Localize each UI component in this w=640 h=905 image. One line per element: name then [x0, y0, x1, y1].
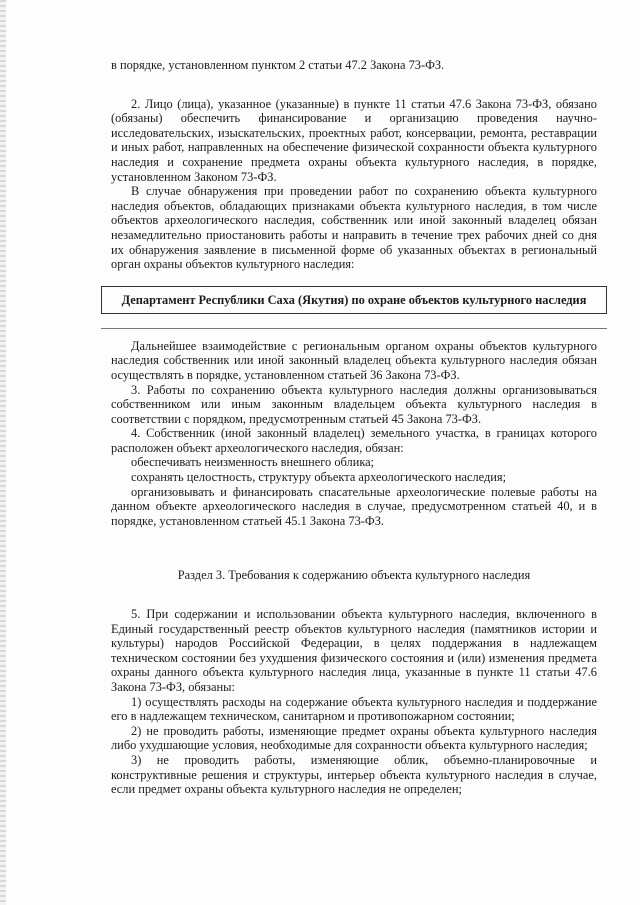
paragraph-5: 5. При содержании и использовании объекта культурного наследия, включенного в Единый государственный реестр объектов культурного наследия (памятников истории и культуры) народов Российской Федерации, в целях поддержания в надлежащем техническом состоянии без ухудшения физического состояния и (или) изменения предмета охраны данного объекта культурного наследия лица, указанные в пункте 11 статьи 47.6 Закона 73-ФЗ, обязаны: [111, 607, 597, 694]
list-item-2: 2) не проводить работы, изменяющие предмет охраны объекта культурного наследия либо ухудшающие условия, необходимые для сохранности объекта культурного наследия; [111, 723, 597, 753]
paragraph-3: 3. Работы по сохранению объекта культурного наследия должны организовываться собственником или иным законным владельцем объекта культурного наследия в соответствии с порядком, предусмотренным статьей 45 Закона 73-ФЗ. [111, 382, 597, 426]
list-item-integrity: сохранять целостность, структуру объекта археологического наследия; [131, 470, 507, 485]
top-line: в порядке, установленном пунктом 2 статьи 47.2 Закона 73-ФЗ. [111, 58, 445, 72]
list-item-excavation: организовывать и финансировать спасательные археологические полевые работы на данном объекте археологического наследия в случае, предусмотренном статьей 40, и в порядке, установленном статьей 45.1 Закона 73-ФЗ. [111, 484, 597, 528]
paragraph-interaction: Дальнейшее взаимодействие с региональным органом охраны объектов культурного наследия собственник или иной законный владелец объекта культурного наследия обязан осуществлять в порядке, установленном статьей 36 Закона 73-ФЗ. [111, 338, 597, 382]
list-item-1: 1) осуществлять расходы на содержание объекта культурного наследия и поддержание его в надлежащем техническом, санитарном и противопожарном состоянии; [111, 694, 597, 724]
document-text [111, 58, 597, 797]
paragraph-4: 4. Собственник (иной законный владелец) земельного участка, в границах которого расположен объект археологического наследия, обязан: [111, 426, 597, 455]
authority-box: Департамент Республики Саха (Якутия) по охране объектов культурного наследия [101, 286, 607, 314]
section-title: Раздел 3. Требования к содержанию объекта культурного наследия [177, 568, 531, 583]
list-item-appearance: обеспечивать неизменность внешнего облика; [131, 455, 375, 470]
paragraph-discovery: В случае обнаружения при проведении работ по сохранению объекта культурного наследия объектов, обладающих признаками объекта культурного наследия, в том числе объектов археологического наследия, собственник или иной законный владелец обязан незамедлительно приостановить работы и направить в течение трех рабочих дней со дня их обнаружения заявление в письменной форме об указанных объектах в региональный орган охраны объектов культурного наследия: [111, 184, 597, 272]
scan-edge [0, 0, 6, 905]
paragraph-2: 2. Лицо (лица), указанное (указанные) в пункте 11 статьи 47.6 Закона 73-ФЗ, обязано (обязаны) обеспечить финансирование и организацию проведения научно-исследовательских, изыскательских, проектных работ, консервации, ремонта, реставрации и иных работ, направленных на обеспечение физической сохранности объекта культурного наследия и сохранение предмета охраны объекта культурного наследия, в порядке, установленном Законом 73-ФЗ. [111, 96, 597, 184]
list-item-3: 3) не проводить работы, изменяющие облик, объемно-планировочные и конструктивные решения и структуры, интерьер объекта культурного наследия в случае, если предмет охраны объекта культурного наследия не определен; [111, 752, 597, 797]
